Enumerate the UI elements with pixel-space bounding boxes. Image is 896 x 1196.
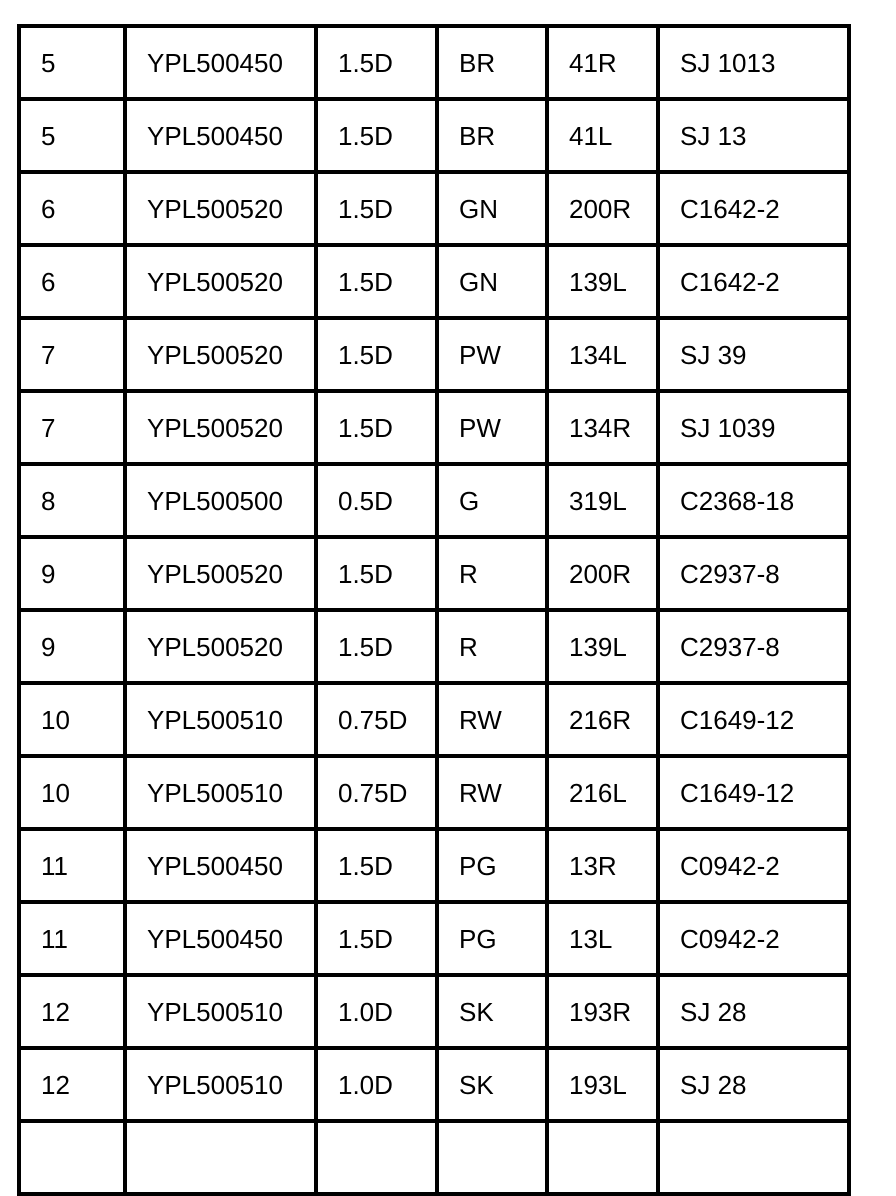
reference-cell: SJ 28 xyxy=(658,975,849,1048)
table-row xyxy=(19,829,849,902)
position-cell: 216L xyxy=(547,756,658,829)
reference-cell: C1642-2 xyxy=(658,245,849,318)
size-cell: 1.5D xyxy=(316,829,437,902)
part-number-cell: YPL500510 xyxy=(125,683,316,756)
table-row xyxy=(19,975,849,1048)
position-cell: 139L xyxy=(547,245,658,318)
reference-cell: SJ 13 xyxy=(658,99,849,172)
reference-cell: C0942-2 xyxy=(658,902,849,975)
item-number-cell: 11 xyxy=(19,902,125,975)
table-row xyxy=(19,537,849,610)
reference-cell: SJ 28 xyxy=(658,1048,849,1121)
table-row xyxy=(19,172,849,245)
reference-cell: C1649-12 xyxy=(658,683,849,756)
item-number-cell xyxy=(19,1121,125,1194)
table-row xyxy=(19,318,849,391)
item-number-cell: 7 xyxy=(19,391,125,464)
position-cell: 193R xyxy=(547,975,658,1048)
size-cell: 1.5D xyxy=(316,902,437,975)
size-cell: 1.5D xyxy=(316,610,437,683)
position-cell: 216R xyxy=(547,683,658,756)
table-row xyxy=(19,26,849,99)
position-cell: 139L xyxy=(547,610,658,683)
part-number-cell: YPL500520 xyxy=(125,172,316,245)
table-row xyxy=(19,683,849,756)
table-row xyxy=(19,1121,849,1194)
item-number-cell: 6 xyxy=(19,245,125,318)
size-cell: 1.5D xyxy=(316,26,437,99)
color-code-cell: G xyxy=(437,464,547,537)
data-table-container xyxy=(17,24,847,1196)
color-code-cell: RW xyxy=(437,756,547,829)
color-code-cell: PG xyxy=(437,902,547,975)
position-cell: 134L xyxy=(547,318,658,391)
table-row xyxy=(19,391,849,464)
part-number-cell: YPL500520 xyxy=(125,537,316,610)
color-code-cell: RW xyxy=(437,683,547,756)
color-code-cell: BR xyxy=(437,99,547,172)
color-code-cell: SK xyxy=(437,975,547,1048)
reference-cell: C2937-8 xyxy=(658,610,849,683)
part-number-cell: YPL500510 xyxy=(125,1048,316,1121)
size-cell: 0.5D xyxy=(316,464,437,537)
color-code-cell: R xyxy=(437,610,547,683)
size-cell: 1.5D xyxy=(316,318,437,391)
position-cell: 41L xyxy=(547,99,658,172)
color-code-cell: GN xyxy=(437,172,547,245)
size-cell: 1.5D xyxy=(316,172,437,245)
data-table xyxy=(17,24,851,1196)
table-body xyxy=(19,26,849,1194)
position-cell: 319L xyxy=(547,464,658,537)
table-row xyxy=(19,610,849,683)
table-row xyxy=(19,99,849,172)
color-code-cell: SK xyxy=(437,1048,547,1121)
part-number-cell: YPL500450 xyxy=(125,902,316,975)
part-number-cell: YPL500510 xyxy=(125,756,316,829)
position-cell xyxy=(547,1121,658,1194)
position-cell: 13R xyxy=(547,829,658,902)
table-row xyxy=(19,245,849,318)
table-row xyxy=(19,756,849,829)
part-number-cell: YPL500450 xyxy=(125,829,316,902)
size-cell: 1.5D xyxy=(316,99,437,172)
position-cell: 134R xyxy=(547,391,658,464)
part-number-cell xyxy=(125,1121,316,1194)
reference-cell: C0942-2 xyxy=(658,829,849,902)
color-code-cell: PG xyxy=(437,829,547,902)
part-number-cell: YPL500520 xyxy=(125,245,316,318)
item-number-cell: 9 xyxy=(19,537,125,610)
part-number-cell: YPL500520 xyxy=(125,391,316,464)
size-cell: 1.5D xyxy=(316,391,437,464)
reference-cell xyxy=(658,1121,849,1194)
size-cell: 1.0D xyxy=(316,1048,437,1121)
item-number-cell: 5 xyxy=(19,26,125,99)
item-number-cell: 6 xyxy=(19,172,125,245)
color-code-cell: PW xyxy=(437,391,547,464)
reference-cell: C1642-2 xyxy=(658,172,849,245)
part-number-cell: YPL500500 xyxy=(125,464,316,537)
position-cell: 200R xyxy=(547,537,658,610)
item-number-cell: 7 xyxy=(19,318,125,391)
size-cell: 1.0D xyxy=(316,975,437,1048)
position-cell: 200R xyxy=(547,172,658,245)
size-cell: 0.75D xyxy=(316,756,437,829)
part-number-cell: YPL500520 xyxy=(125,318,316,391)
size-cell: 0.75D xyxy=(316,683,437,756)
item-number-cell: 8 xyxy=(19,464,125,537)
color-code-cell: PW xyxy=(437,318,547,391)
position-cell: 193L xyxy=(547,1048,658,1121)
reference-cell: SJ 1039 xyxy=(658,391,849,464)
item-number-cell: 11 xyxy=(19,829,125,902)
color-code-cell xyxy=(437,1121,547,1194)
item-number-cell: 5 xyxy=(19,99,125,172)
color-code-cell: GN xyxy=(437,245,547,318)
reference-cell: C2937-8 xyxy=(658,537,849,610)
size-cell: 1.5D xyxy=(316,537,437,610)
part-number-cell: YPL500450 xyxy=(125,26,316,99)
reference-cell: C1649-12 xyxy=(658,756,849,829)
size-cell xyxy=(316,1121,437,1194)
part-number-cell: YPL500510 xyxy=(125,975,316,1048)
position-cell: 41R xyxy=(547,26,658,99)
position-cell: 13L xyxy=(547,902,658,975)
part-number-cell: YPL500520 xyxy=(125,610,316,683)
table-row xyxy=(19,1048,849,1121)
item-number-cell: 12 xyxy=(19,1048,125,1121)
part-number-cell: YPL500450 xyxy=(125,99,316,172)
item-number-cell: 10 xyxy=(19,756,125,829)
color-code-cell: BR xyxy=(437,26,547,99)
reference-cell: SJ 39 xyxy=(658,318,849,391)
size-cell: 1.5D xyxy=(316,245,437,318)
reference-cell: SJ 1013 xyxy=(658,26,849,99)
item-number-cell: 9 xyxy=(19,610,125,683)
color-code-cell: R xyxy=(437,537,547,610)
table-row xyxy=(19,464,849,537)
table-row xyxy=(19,902,849,975)
item-number-cell: 10 xyxy=(19,683,125,756)
item-number-cell: 12 xyxy=(19,975,125,1048)
reference-cell: C2368-18 xyxy=(658,464,849,537)
